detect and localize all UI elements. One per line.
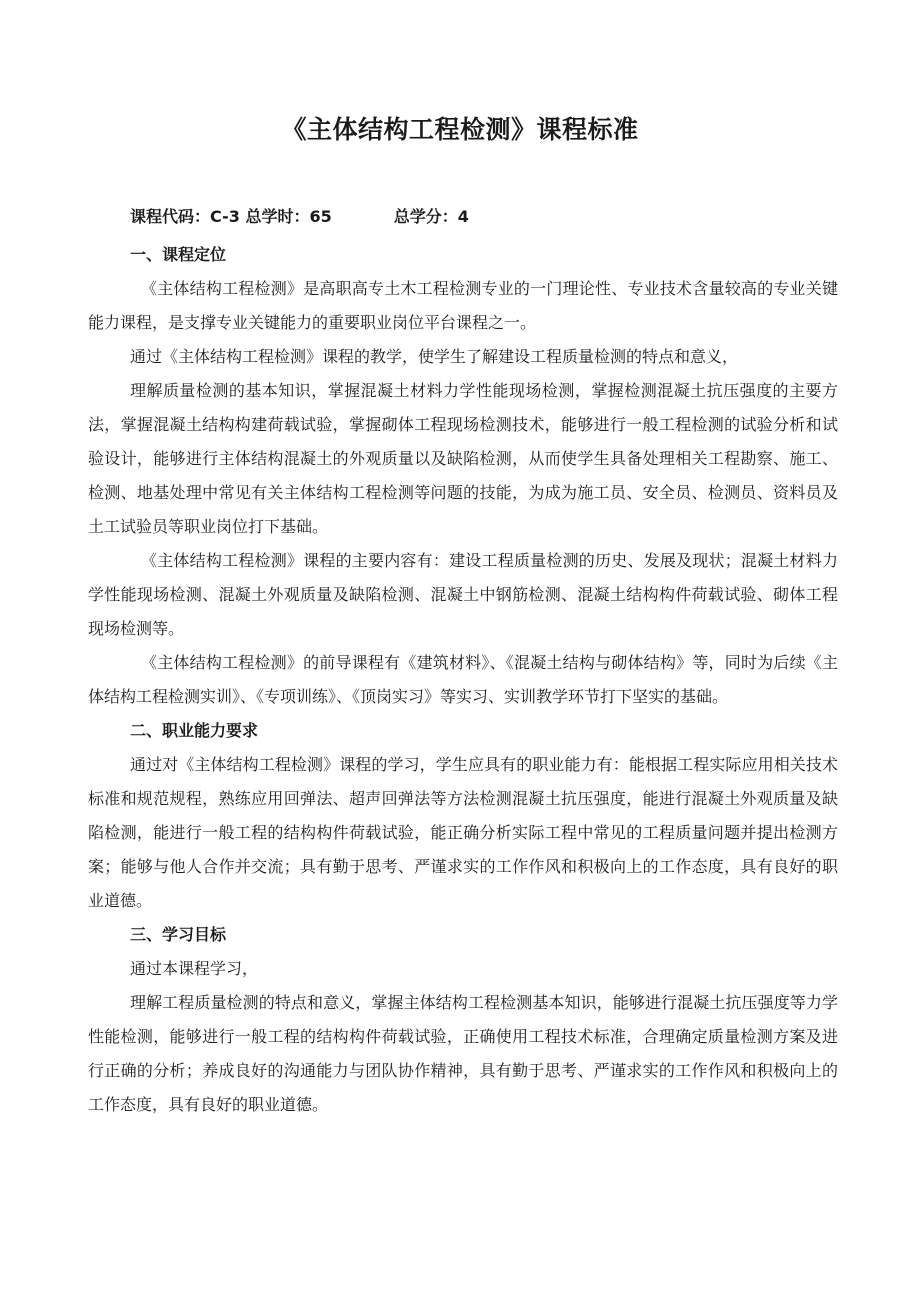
section-heading-positioning: 一、课程定位 bbox=[130, 245, 227, 264]
section-heading-goals: 三、学习目标 bbox=[130, 925, 227, 944]
section-heading-ability: 二、职业能力要求 bbox=[130, 721, 259, 740]
document-body bbox=[88, 238, 838, 1122]
paragraph: 《主体结构工程检测》是高职高专土木工程检测专业的一门理论性、专业技术含量较高的专业关键能力课程，是支撑专业关键能力的重要职业岗位平台课程之一。 bbox=[88, 279, 838, 332]
paragraph: 通过《主体结构工程检测》课程的教学，使学生了解建设工程质量检测的特点和意义， bbox=[130, 347, 739, 366]
paragraph: 通过对《主体结构工程检测》课程的学习，学生应具有的职业能力有：能根据工程实际应用相关技术标准和规范规程，熟练应用回弹法、超声回弹法等方法检测混凝土抗压强度，能进行混凝土外观质量及缺陷检测，能进行一般工程的结构构件荷载试验，能正确分析实际工程中常见的工程质量问题并提出检测方案；能够与他人合作并交流；具有勤于思考、严谨求实的工作作风和积极向上的工作态度，具有良好的职业道德。 bbox=[88, 755, 838, 910]
course-code-hours: 课程代码：C-3 总学时：65 bbox=[130, 207, 332, 226]
paragraph: 通过本课程学习， bbox=[130, 959, 259, 978]
paragraph: 《主体结构工程检测》课程的主要内容有：建设工程质量检测的历史、发展及现状；混凝土材料力学性能现场检测、混凝土外观质量及缺陷检测、混凝土中钢筋检测、混凝土结构构件荷载试验、砌体工程现场检测等。 bbox=[88, 551, 838, 638]
document-title: 《主体结构工程检测》课程标准 bbox=[281, 115, 639, 144]
course-meta bbox=[130, 204, 469, 227]
paragraph: 理解质量检测的基本知识，掌握混凝土材料力学性能现场检测，掌握检测混凝土抗压强度的主要方法，掌握混凝土结构构建荷载试验，掌握砌体工程现场检测技术，能够进行一般工程检测的试验分析和试验设计，能够进行主体结构混凝土的外观质量以及缺陷检测，从而使学生具备处理相关工程勘察、施工、检测、地基处理中常见有关主体结构工程检测等问题的技能，为成为施工员、安全员、检测员、资料员及土工试验员等职业岗位打下基础。 bbox=[88, 381, 838, 536]
paragraph: 理解工程质量检测的特点和意义，掌握主体结构工程检测基本知识，能够进行混凝土抗压强度等力学性能检测，能够进行一般工程的结构构件荷载试验，正确使用工程技术标准，合理确定质量检测方案及进行正确的分析；养成良好的沟通能力与团队协作精神，具有勤于思考、严谨求实的工作作风和积极向上的工作态度，具有良好的职业道德。 bbox=[88, 993, 838, 1114]
course-credits: 总学分：4 bbox=[393, 207, 469, 226]
paragraph: 《主体结构工程检测》的前导课程有《建筑材料》、《混凝土结构与砌体结构》等，同时为后续《主体结构工程检测实训》、《专项训练》、《顶岗实习》等实习、实训教学环节打下坚实的基础。 bbox=[88, 653, 838, 706]
